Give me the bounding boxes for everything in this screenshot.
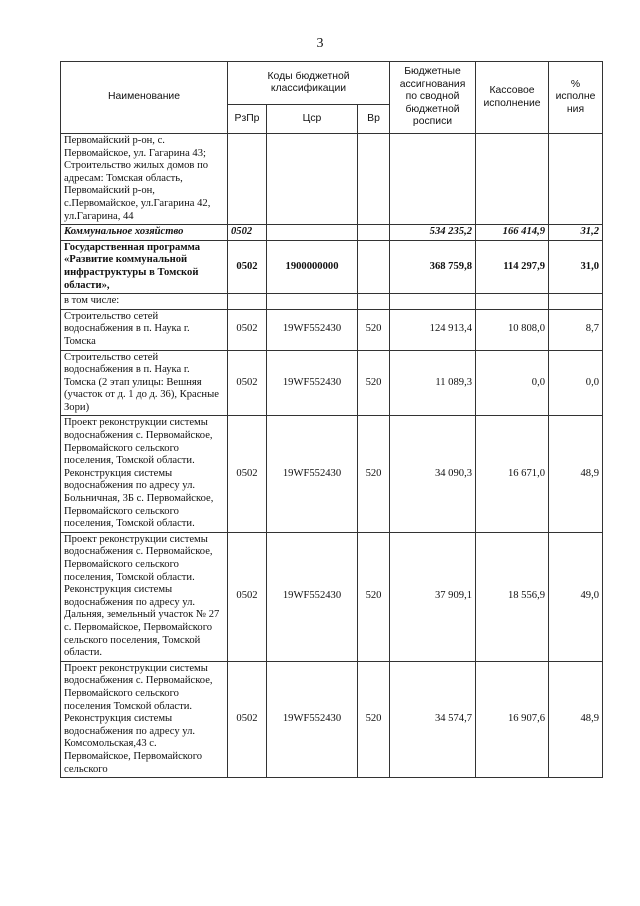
table-header-row — [61, 62, 603, 105]
row-percent: 48,9 — [549, 661, 603, 777]
row-budget: 368 759,8 — [390, 240, 476, 293]
table-row — [61, 661, 603, 777]
row-rzpr — [228, 134, 267, 225]
row-vr: 520 — [358, 350, 390, 416]
header-codes: Коды бюджетной классификации — [228, 62, 390, 105]
row-percent — [549, 134, 603, 225]
table-row — [61, 309, 603, 350]
table-row — [61, 416, 603, 532]
row-rzpr: 0502 — [228, 350, 267, 416]
row-csr — [267, 225, 358, 241]
row-budget — [390, 294, 476, 310]
row-csr — [267, 134, 358, 225]
row-rzpr: 0502 — [228, 416, 267, 532]
header-cash: Кассовое исполнение — [476, 62, 549, 134]
header-budget: Бюджетные ассигнования по сводной бюджетной росписи — [390, 62, 476, 134]
page-number: 3 — [316, 36, 324, 51]
row-vr: 520 — [358, 309, 390, 350]
table-row-section-total — [61, 225, 603, 241]
row-rzpr: 0502 — [228, 225, 267, 241]
row-rzpr: 0502 — [228, 532, 267, 661]
row-csr: 19WF552430 — [267, 350, 358, 416]
row-cash: 114 297,9 — [476, 240, 549, 293]
row-cash: 16 671,0 — [476, 416, 549, 532]
row-budget: 34 574,7 — [390, 661, 476, 777]
row-cash — [476, 134, 549, 225]
row-csr: 19WF552430 — [267, 309, 358, 350]
header-rzpr: РзПр — [228, 105, 267, 134]
row-rzpr: 0502 — [228, 240, 267, 293]
table-row-program — [61, 240, 603, 293]
row-vr: 520 — [358, 532, 390, 661]
row-cash: 18 556,9 — [476, 532, 549, 661]
row-vr: 520 — [358, 416, 390, 532]
budget-table — [60, 61, 603, 778]
row-name: в том числе: — [61, 294, 228, 310]
row-vr — [358, 240, 390, 293]
row-budget — [390, 134, 476, 225]
row-vr — [358, 134, 390, 225]
row-vr — [358, 225, 390, 241]
row-name: Проект реконструкции системы водоснабжения с. Первомайское, Первомайского сельского поселения Томской области. Реконструкция системы водоснабжения по адресу ул. Комсомольская,43 с. Первомайское, Первомайского сельского — [61, 661, 228, 777]
row-percent: 8,7 — [549, 309, 603, 350]
row-cash: 0,0 — [476, 350, 549, 416]
table-row — [61, 532, 603, 661]
row-name: Строительство сетей водоснабжения в п. Наука г. Томска (2 этап улицы: Вешняя (участок от д. 1 до д. 36), Красные Зори) — [61, 350, 228, 416]
header-vr: Вр — [358, 105, 390, 134]
table-row — [61, 134, 603, 225]
table-row — [61, 294, 603, 310]
header-csr: Цср — [267, 105, 358, 134]
row-rzpr: 0502 — [228, 661, 267, 777]
row-budget: 34 090,3 — [390, 416, 476, 532]
row-percent — [549, 294, 603, 310]
row-cash: 10 808,0 — [476, 309, 549, 350]
row-name: Первомайский р-он, с. Первомайское, ул. Гагарина 43; Строительство жилых домов по адресам: Томская область, Первомайский р-он, с.Первомайское, ул.Гагарина 42, ул.Гагарина, 44 — [61, 134, 228, 225]
row-name: Государственная программа «Развитие коммунальной инфраструктуры в Томской области», — [61, 240, 228, 293]
row-name: Строительство сетей водоснабжения в п. Наука г. Томска — [61, 309, 228, 350]
row-csr: 19WF552430 — [267, 532, 358, 661]
row-name: Проект реконструкции системы водоснабжения с. Первомайское, Первомайского сельского поселения, Томской области. Реконструкция системы водоснабжения по адресу ул. Дальняя, земельный участок № 27 с. Первомайское, Первомайского сельского поселения, Томской области. — [61, 532, 228, 661]
row-percent: 48,9 — [549, 416, 603, 532]
row-name: Проект реконструкции системы водоснабжения с. Первомайское, Первомайского сельского поселения, Томской области. Реконструкция системы водоснабжения по адресу ул. Больничная, 3Б с. Первомайское, Первомайского сельского поселения, Томской области. — [61, 416, 228, 532]
row-name: Коммунальное хозяйство — [61, 225, 228, 241]
row-budget: 37 909,1 — [390, 532, 476, 661]
row-budget: 124 913,4 — [390, 309, 476, 350]
row-rzpr: 0502 — [228, 309, 267, 350]
row-csr — [267, 294, 358, 310]
row-percent: 49,0 — [549, 532, 603, 661]
row-budget: 534 235,2 — [390, 225, 476, 241]
row-cash: 166 414,9 — [476, 225, 549, 241]
row-rzpr — [228, 294, 267, 310]
header-name: Наименование — [61, 62, 228, 134]
header-percent: % исполне ния — [549, 62, 603, 134]
row-vr — [358, 294, 390, 310]
row-vr: 520 — [358, 661, 390, 777]
table-row — [61, 350, 603, 416]
row-percent: 31,0 — [549, 240, 603, 293]
row-csr: 19WF552430 — [267, 661, 358, 777]
row-percent: 0,0 — [549, 350, 603, 416]
row-cash: 16 907,6 — [476, 661, 549, 777]
row-csr: 19WF552430 — [267, 416, 358, 532]
row-budget: 11 089,3 — [390, 350, 476, 416]
row-csr: 1900000000 — [267, 240, 358, 293]
row-cash — [476, 294, 549, 310]
row-percent: 31,2 — [549, 225, 603, 241]
